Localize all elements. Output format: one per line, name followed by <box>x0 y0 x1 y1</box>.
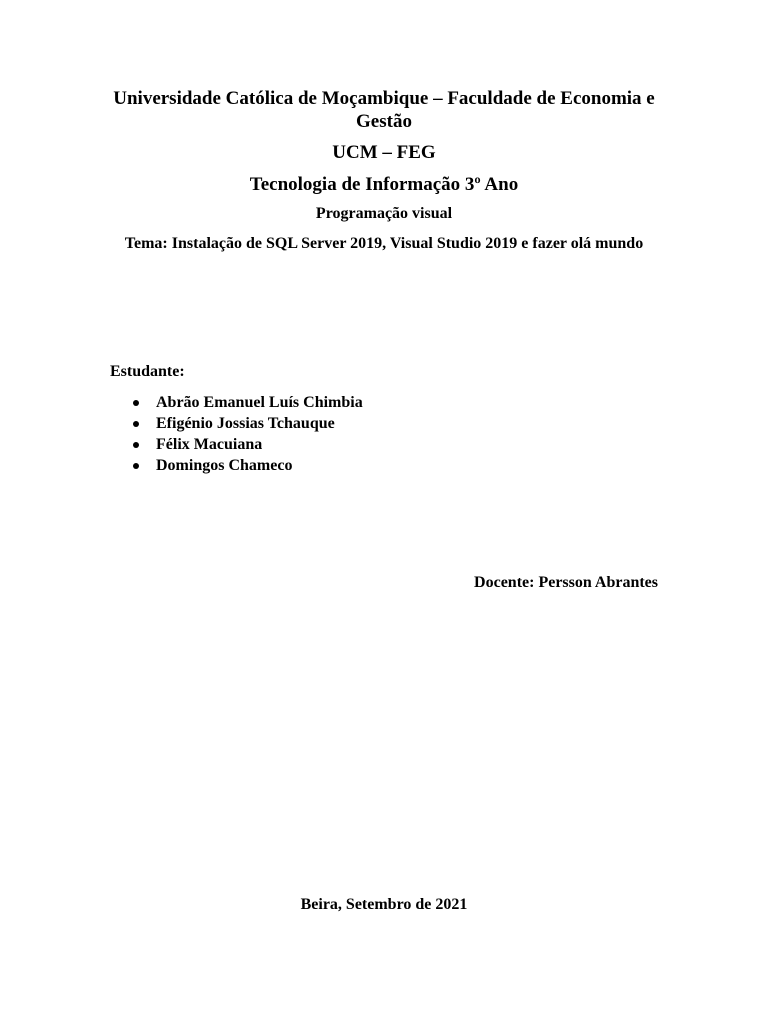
teacher-line: Docente: Persson Abrantes <box>474 574 658 591</box>
student-name: Domingos Chameco <box>156 457 293 474</box>
bullet-icon <box>133 442 139 448</box>
institution-acronym: UCM – FEG <box>332 142 436 163</box>
bullet-icon <box>133 421 139 427</box>
bullet-icon <box>133 463 139 469</box>
student-item <box>110 413 363 434</box>
student-item <box>110 392 363 413</box>
course-title: Tecnologia de Informação 3º Ano <box>249 174 519 195</box>
student-item <box>110 434 363 455</box>
student-name: Abrão Emanuel Luís Chimbia <box>156 394 363 411</box>
student-name: Félix Macuiana <box>156 436 263 453</box>
theme-title: Tema: Instalação de SQL Server 2019, Visual Studio 2019 e fazer olá mundo <box>124 235 644 252</box>
students-list <box>110 392 363 476</box>
student-item <box>110 455 363 476</box>
place-date: Beira, Setembro de 2021 <box>300 896 468 913</box>
institution-title: Universidade Católica de Moçambique – Faculdade de Economia e Gestão <box>113 88 655 132</box>
student-name: Efigénio Jossias Tchauque <box>156 415 335 432</box>
bullet-icon <box>133 400 139 406</box>
subject-title: Programação visual <box>315 205 453 222</box>
students-label: Estudante: <box>110 363 185 380</box>
